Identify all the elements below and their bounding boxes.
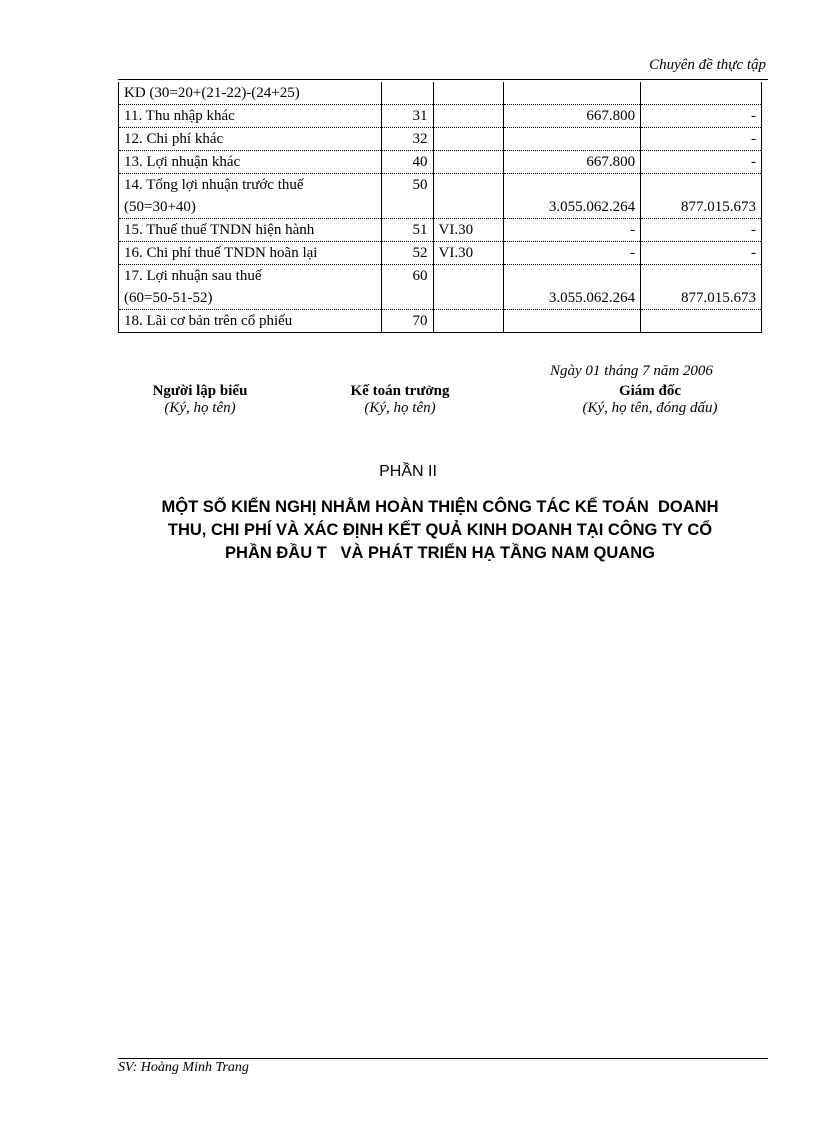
row-previous-value: - [641,128,762,151]
income-statement-table [118,82,762,333]
row-current-value: - [504,219,641,242]
row-current-value: 3.055.062.264 [504,265,641,310]
row-note [433,174,504,219]
row-current-value [504,310,641,333]
signature-hint: (Ký, họ tên) [364,400,436,416]
table-row [119,265,762,310]
row-previous-value: - [641,105,762,128]
row-note [433,105,504,128]
row-label-line: 15. Thuế thuế TNDN hiện hành [124,222,315,238]
row-label [119,219,382,242]
signature-role: Giám đốc [618,383,682,399]
row-code: 31 [381,105,433,128]
row-note [433,128,504,151]
row-label [119,105,382,128]
row-label-line: 17. Lợi nhuận sau thuế [124,268,262,284]
row-code: 40 [381,151,433,174]
part-title: PHẦN II [379,463,437,480]
row-label [119,82,382,105]
row-note: VI.30 [433,219,504,242]
signature-hint: (Ký, họ tên) [164,400,236,416]
row-previous-value: 877.015.673 [641,265,762,310]
signature-preparer [130,383,270,417]
row-note [433,265,504,310]
table-row [119,242,762,265]
row-note [433,310,504,333]
row-label-line: (60=50-51-52) [124,290,213,306]
row-label [119,310,382,333]
row-code: 70 [381,310,433,333]
row-current-value: 667.800 [504,151,641,174]
row-code: 52 [381,242,433,265]
row-previous-value: - [641,151,762,174]
row-current-value: 3.055.062.264 [504,174,641,219]
row-code [381,82,433,105]
table-row [119,105,762,128]
row-label [119,265,382,310]
signature-role: Người lập biểu [152,383,248,399]
footer-student: SV: Hoàng Minh Trang [118,1060,249,1075]
table-row [119,310,762,333]
row-label [119,128,382,151]
heading-line: THU, CHI PHÍ VÀ XÁC ĐỊNH KẾT QUẢ KINH DOANH TẠI CÔNG TY CỔ [167,521,713,539]
row-previous-value [641,82,762,105]
row-label [119,174,382,219]
header-title: Chuyên đề thực tập [649,57,766,73]
signature-director [555,383,745,417]
footer-rule [118,1058,768,1059]
row-label-line: 12. Chi phí khác [124,131,224,147]
row-code: 32 [381,128,433,151]
row-label-line: 14. Tổng lợi nhuận trước thuế [124,177,304,193]
signature-accountant [330,383,470,417]
heading-line: PHẦN ĐẦU T VÀ PHÁT TRIỂN HẠ TẦNG NAM QUANG [225,544,655,562]
row-code: 51 [381,219,433,242]
row-label [119,242,382,265]
table-row [119,82,762,105]
row-label-line: (50=30+40) [124,199,196,215]
table-row [119,174,762,219]
row-note: VI.30 [433,242,504,265]
table-row [119,128,762,151]
row-previous-value [641,310,762,333]
row-previous-value: - [641,242,762,265]
row-current-value: 667.800 [504,105,641,128]
signature-hint: (Ký, họ tên, đóng dấu) [582,400,718,416]
table-row [119,219,762,242]
row-current-value [504,82,641,105]
row-code: 50 [381,174,433,219]
heading-line: MỘT SỐ KIẾN NGHỊ NHẰM HOÀN THIỆN CÔNG TÁC KẾ TOÁN DOANH [161,498,719,516]
section-heading [120,496,760,565]
row-code: 60 [381,265,433,310]
row-previous-value: 877.015.673 [641,174,762,219]
signature-date: Ngày 01 tháng 7 năm 2006 [550,363,713,379]
row-label-line: KD (30=20+(21-22)-(24+25) [124,85,300,101]
row-current-value [504,128,641,151]
row-note [433,151,504,174]
row-previous-value: - [641,219,762,242]
header-rule [118,79,768,80]
signature-role: Kế toán trưởng [350,383,450,399]
row-note [433,82,504,105]
row-label-line: 11. Thu nhập khác [124,108,235,124]
row-label-line: 16. Chi phí thuế TNDN hoãn lại [124,245,318,261]
row-current-value: - [504,242,641,265]
row-label-line: 13. Lợi nhuận khác [124,154,241,170]
row-label-line: 18. Lãi cơ bản trên cổ phiếu [124,313,293,329]
row-label [119,151,382,174]
table-row [119,151,762,174]
